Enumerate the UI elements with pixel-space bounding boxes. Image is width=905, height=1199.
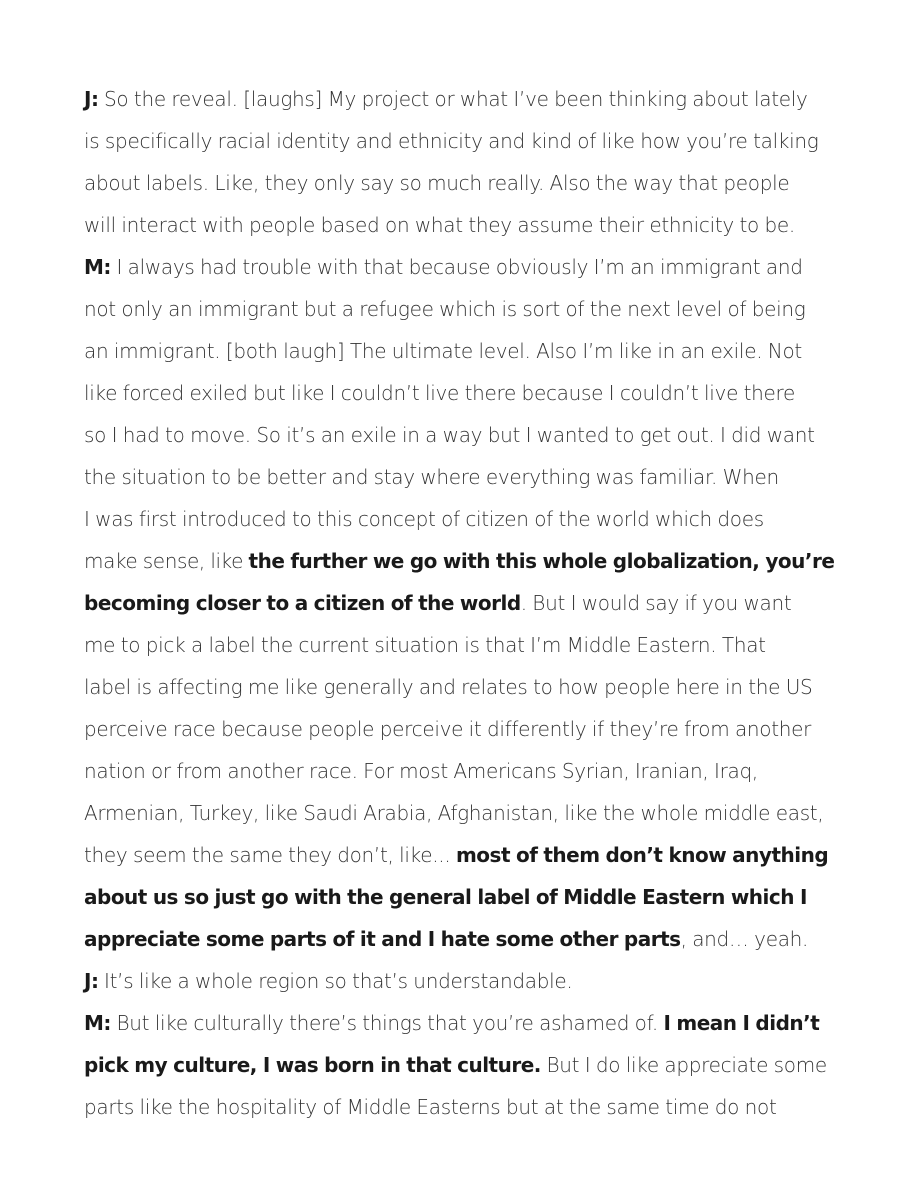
- body-text: not only an immigrant but a refugee which is sort of the next level of being: [84, 297, 806, 321]
- emphasized-text: pick my culture, I was born in that culture.: [84, 1053, 541, 1077]
- emphasized-text: appreciate some parts of it and I hate some other parts: [84, 927, 681, 951]
- speaker-label: J:: [84, 969, 99, 993]
- transcript-line: [84, 834, 829, 876]
- transcript-line: [84, 582, 829, 624]
- body-text: But like culturally there’s things that you’re ashamed of.: [110, 1011, 664, 1035]
- body-text: I always had trouble with that because obviously I’m an immigrant and: [110, 255, 803, 279]
- body-text: me to pick a label the current situation is that I’m Middle Eastern. That: [84, 633, 766, 657]
- transcript-line: [84, 624, 829, 666]
- body-text: . But I would say if you want: [520, 591, 792, 615]
- speaker-label: M:: [84, 255, 111, 279]
- body-text: I was first introduced to this concept of citizen of the world which does: [84, 507, 764, 531]
- body-text: about labels. Like, they only say so much really. Also the way that people: [84, 171, 790, 195]
- transcript-line: [84, 372, 829, 414]
- emphasized-text: becoming closer to a citizen of the world: [84, 591, 521, 615]
- transcript-line: [84, 246, 829, 288]
- transcript-line: [84, 78, 829, 120]
- transcript-line: [84, 1044, 829, 1086]
- body-text: an immigrant. [both laugh] The ultimate level. Also I’m like in an exile. Not: [84, 339, 802, 363]
- body-text: parts like the hospitality of Middle Easterns but at the same time do not: [84, 1095, 777, 1119]
- body-text: make sense, like: [84, 549, 249, 573]
- body-text: nation or from another race. For most Americans Syrian, Iranian, Iraq,: [84, 759, 758, 783]
- body-text: so I had to move. So it’s an exile in a way but I wanted to get out. I did want: [84, 423, 815, 447]
- body-text: , and… yeah.: [680, 927, 809, 951]
- transcript-line: [84, 792, 829, 834]
- interview-transcript: [84, 78, 835, 1128]
- body-text: label is affecting me like generally and relates to how people here in the US: [84, 675, 813, 699]
- transcript-line: [84, 120, 829, 162]
- transcript-line: [84, 330, 829, 372]
- body-text: Armenian, Turkey, like Saudi Arabia, Afghanistan, like the whole middle east,: [84, 801, 824, 825]
- transcript-line: [84, 162, 829, 204]
- transcript-line: [84, 540, 835, 582]
- body-text: perceive race because people perceive it differently if they’re from another: [84, 717, 812, 741]
- body-text: It’s like a whole region so that’s understandable.: [98, 969, 573, 993]
- transcript-line: [84, 456, 829, 498]
- body-text: But I do like appreciate some: [540, 1053, 827, 1077]
- emphasized-text: most of them don’t know anything: [455, 843, 829, 867]
- transcript-line: [84, 708, 829, 750]
- emphasized-text: the further we go with this whole globalization, you’re: [248, 549, 835, 573]
- body-text: they seem the same they don’t, like...: [84, 843, 456, 867]
- transcript-line: [84, 918, 829, 960]
- transcript-line: [84, 876, 829, 918]
- transcript-line: [84, 750, 829, 792]
- transcript-line: [84, 498, 829, 540]
- body-text: the situation to be better and stay where everything was familiar. When: [84, 465, 779, 489]
- transcript-line: [84, 960, 829, 1002]
- emphasized-text: about us so just go with the general label of Middle Eastern which I: [84, 885, 807, 909]
- transcript-line: [84, 288, 829, 330]
- transcript-line: [84, 204, 829, 246]
- body-text: So the reveal. [laughs] My project or what I’ve been thinking about lately: [98, 87, 808, 111]
- transcript-line: [84, 1002, 829, 1044]
- body-text: like forced exiled but like I couldn’t live there because I couldn’t live there: [84, 381, 796, 405]
- speaker-label: M:: [84, 1011, 111, 1035]
- speaker-label: J:: [84, 87, 99, 111]
- body-text: will interact with people based on what they assume their ethnicity to be.: [84, 213, 795, 237]
- transcript-line: [84, 1086, 829, 1128]
- transcript-line: [84, 666, 829, 708]
- transcript-line: [84, 414, 829, 456]
- body-text: is specifically racial identity and ethnicity and kind of like how you’re talking: [84, 129, 819, 153]
- emphasized-text: I mean I didn’t: [663, 1011, 820, 1035]
